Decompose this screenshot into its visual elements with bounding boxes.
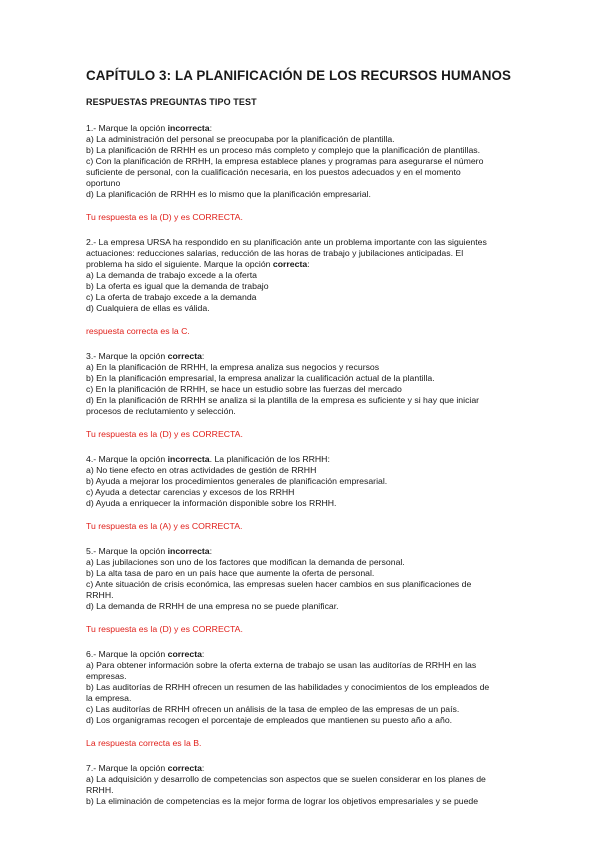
question-3 xyxy=(86,351,516,440)
option-line: a) Las jubilaciones son uno de los factores que modifican la demanda de personal. xyxy=(86,557,405,567)
question-stem-text: 1.- Marque la opción xyxy=(86,123,168,133)
question-stem-text: problema ha sido el siguiente. Marque la opción xyxy=(86,259,273,269)
option-line: c) Ayuda a detectar carencias y excesos de los RRHH xyxy=(86,487,295,497)
question-stem-suffix: . La planificación de los RRHH: xyxy=(209,454,330,464)
question-stem xyxy=(86,546,516,557)
document-page xyxy=(86,68,516,807)
option-line: d) Cualquiera de ellas es válida. xyxy=(86,303,210,313)
question-stem-suffix: : xyxy=(201,649,205,659)
question-stem-suffix: : xyxy=(209,546,213,556)
question-1 xyxy=(86,123,516,223)
option-line: b) Las auditorías de RRHH ofrecen un resumen de las habilidades y conocimientos de los empleados de xyxy=(86,682,490,692)
question-keyword: incorrecta xyxy=(167,454,210,464)
option-line: empresas. xyxy=(86,671,127,681)
option-line: d) En la planificación de RRHH se analiza si la plantilla de la empresa es suficiente y si hay que iniciar xyxy=(86,395,480,405)
option-line: a) La adquisición y desarrollo de competencias son aspectos que se suelen considerar en los planes de xyxy=(86,774,486,784)
question-intro-line: 2.- La empresa URSA ha respondido en su planificación ante un problema importante con las siguientes xyxy=(86,237,487,247)
question-intro-line: actuaciones: reducciones salarias, reducción de las horas de trabajo y jubilaciones anticipadas. El xyxy=(86,248,464,258)
question-stem xyxy=(86,763,516,774)
option-line: c) Las auditorías de RRHH ofrecen un análisis de la tasa de empleo de las empresas de un país. xyxy=(86,704,460,714)
option-line: a) En la planificación de RRHH, la empresa analiza sus negocios y recursos xyxy=(86,362,380,372)
answer-feedback: Tu respuesta es la (D) y es CORRECTA. xyxy=(86,429,243,439)
question-keyword: incorrecta xyxy=(167,546,210,556)
question-2 xyxy=(86,237,516,337)
option-line: d) La planificación de RRHH es lo mismo que la planificación empresarial. xyxy=(86,189,371,199)
option-line: b) Ayuda a mejorar los procedimientos generales de planificación empresarial. xyxy=(86,476,388,486)
question-stem xyxy=(86,259,516,270)
answer-feedback: Tu respuesta es la (D) y es CORRECTA. xyxy=(86,212,243,222)
option-line: d) La demanda de RRHH de una empresa no se puede planificar. xyxy=(86,601,339,611)
question-5 xyxy=(86,546,516,635)
option-line: c) En la planificación de RRHH, se hace un estudio sobre las fuerzas del mercado xyxy=(86,384,402,394)
document-subtitle: RESPUESTAS PREGUNTAS TIPO TEST xyxy=(86,97,257,107)
answer-feedback: Tu respuesta es la (D) y es CORRECTA. xyxy=(86,624,243,634)
option-line: b) En la planificación empresarial, la empresa analizar la cualificación actual de la plantilla. xyxy=(86,373,435,383)
question-stem-text: 4.- Marque la opción xyxy=(86,454,168,464)
option-line: a) No tiene efecto en otras actividades de gestión de RRHH xyxy=(86,465,317,475)
option-line: d) Los organigramas recogen el porcentaje de empleados que mantienen su puesto año a año. xyxy=(86,715,453,725)
question-7 xyxy=(86,763,516,807)
option-line: b) La eliminación de competencias es la mejor forma de lograr los objetivos empresariales y se puede xyxy=(86,796,479,806)
answer-feedback: respuesta correcta es la C. xyxy=(86,326,190,336)
question-stem xyxy=(86,123,516,134)
question-4 xyxy=(86,454,516,532)
question-stem-text: 6.- Marque la opción xyxy=(86,649,168,659)
option-line: RRHH. xyxy=(86,785,114,795)
option-line: RRHH. xyxy=(86,590,114,600)
option-line: b) La planificación de RRHH es un proceso más completo y complejo que la planificación de plantillas. xyxy=(86,145,481,155)
option-line: b) La alta tasa de paro en un país hace que aumente la oferta de personal. xyxy=(86,568,375,578)
option-line: b) La oferta es igual que la demanda de trabajo xyxy=(86,281,269,291)
option-line: c) La oferta de trabajo excede a la demanda xyxy=(86,292,257,302)
option-line: suficiente de personal, con la cualificación necesaria, en los puestos adecuados y en el momento xyxy=(86,167,461,177)
question-stem xyxy=(86,649,516,660)
option-line: a) La demanda de trabajo excede a la oferta xyxy=(86,270,257,280)
option-line: c) Con la planificación de RRHH, la empresa establece planes y programas para asegurarse el número xyxy=(86,156,484,166)
question-6 xyxy=(86,649,516,749)
document-title: CAPÍTULO 3: LA PLANIFICACIÓN DE LOS RECURSOS HUMANOS xyxy=(86,68,512,83)
question-stem-suffix: : xyxy=(201,763,205,773)
option-line: a) La administración del personal se preocupaba por la planificación de plantilla. xyxy=(86,134,395,144)
option-line: oportuno xyxy=(86,178,121,188)
question-keyword: incorrecta xyxy=(167,123,210,133)
answer-feedback: La respuesta correcta es la B. xyxy=(86,738,202,748)
question-stem xyxy=(86,454,516,465)
question-stem-text: 3.- Marque la opción xyxy=(86,351,168,361)
option-line: procesos de reclutamiento y selección. xyxy=(86,406,236,416)
option-line: d) Ayuda a enriquecer la información disponible sobre los RRHH. xyxy=(86,498,337,508)
option-line: la empresa. xyxy=(86,693,132,703)
option-line: c) Ante situación de crisis económica, las empresas suelen hacer cambios en sus planificaciones de xyxy=(86,579,472,589)
question-keyword: correcta xyxy=(167,763,202,773)
answer-feedback: Tu respuesta es la (A) y es CORRECTA. xyxy=(86,521,243,531)
question-stem-suffix: : xyxy=(307,259,310,269)
question-stem-suffix: : xyxy=(209,123,213,133)
question-stem-suffix: : xyxy=(201,351,205,361)
question-stem-text: 5.- Marque la opción xyxy=(86,546,168,556)
option-line: a) Para obtener información sobre la oferta externa de trabajo se usan las auditorías de RRHH en las xyxy=(86,660,477,670)
question-keyword: correcta xyxy=(167,351,202,361)
question-keyword: correcta xyxy=(272,259,308,269)
question-stem xyxy=(86,351,516,362)
question-keyword: correcta xyxy=(167,649,202,659)
question-stem-text: 7.- Marque la opción xyxy=(86,763,168,773)
question-list xyxy=(86,123,516,807)
